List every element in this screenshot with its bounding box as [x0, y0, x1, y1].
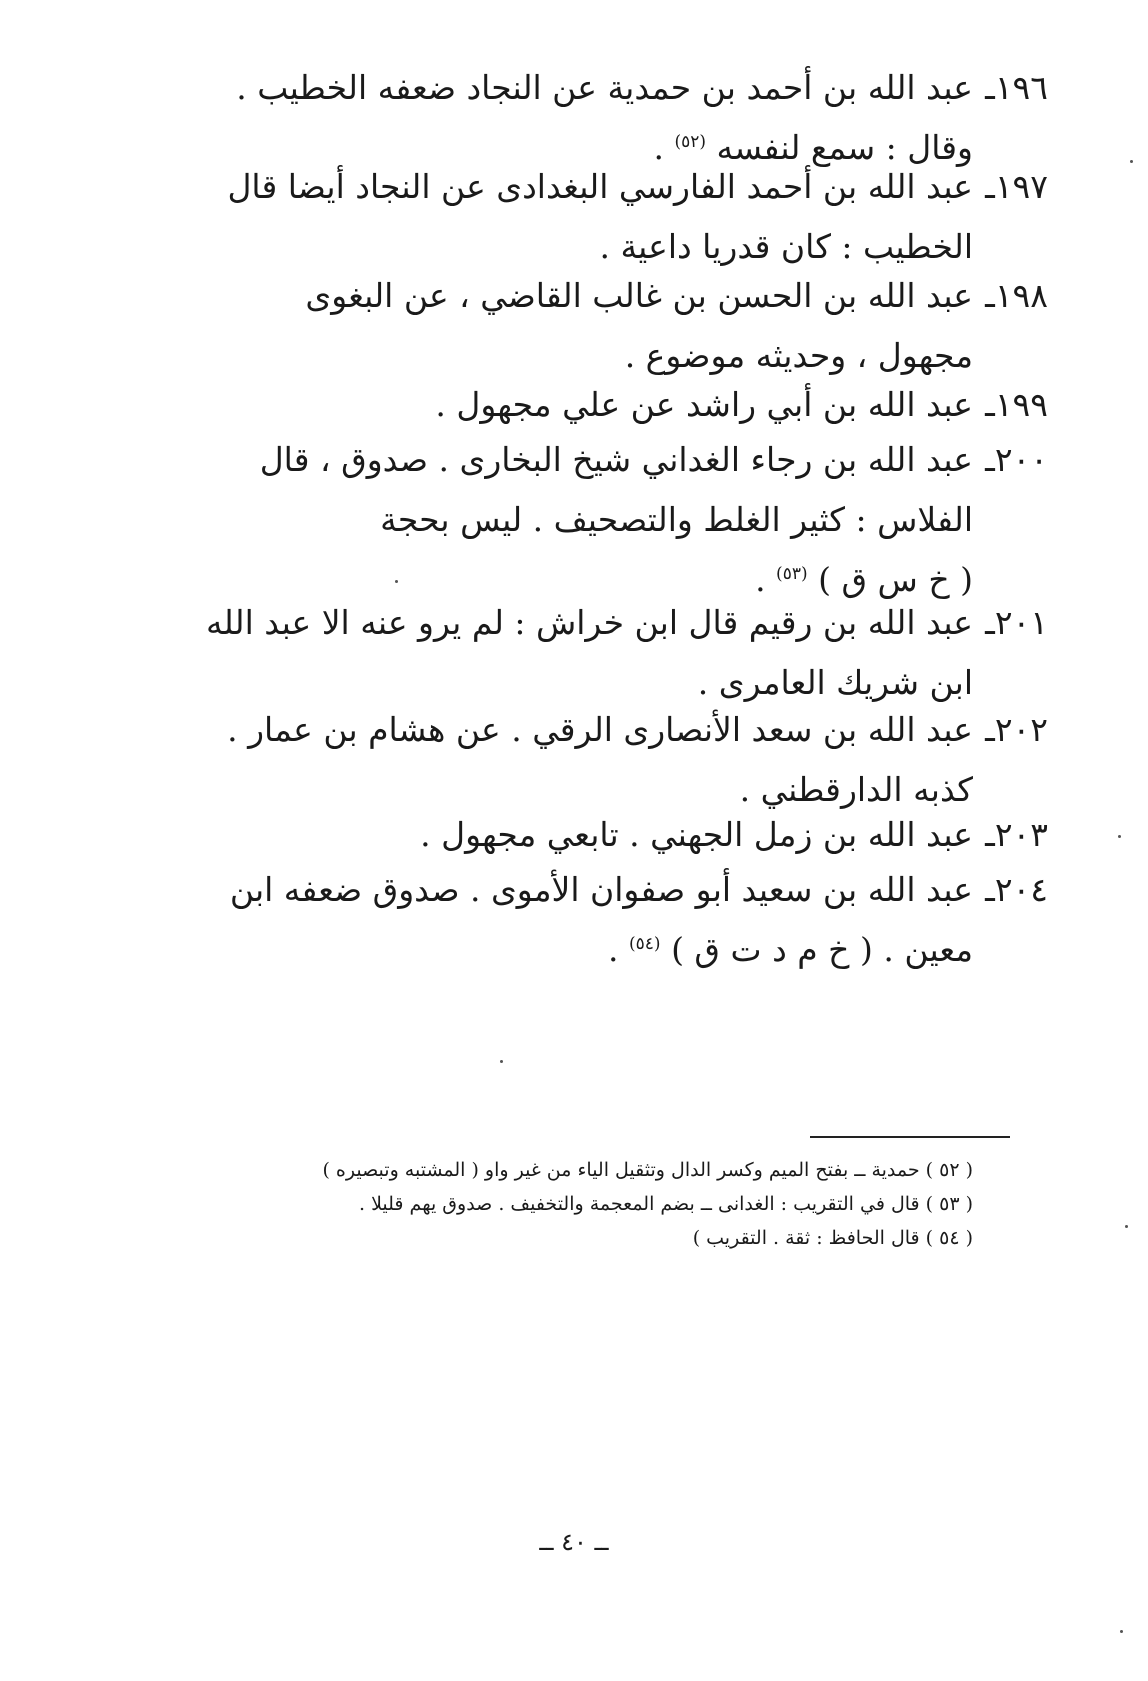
entry-number: ١٩٦ـ [985, 68, 1048, 107]
entry-line: عبد الله بن أبي راشد عن علي مجهول . [435, 385, 973, 424]
entry-line-with-ref: معين . ( خ م د ت ق ) $^{(٥٤)}$ . [608, 930, 973, 969]
footnote-ref[interactable]: (٥٣) [776, 564, 808, 584]
entry-number: ١٩٩ـ [985, 385, 1048, 424]
entry-line: عبد الله بن أحمد بن حمدية عن النجاد ضعفه الخطيب . [236, 68, 973, 107]
entry-line: كذبه الدارقطني . [739, 770, 973, 809]
entry-line: الخطيب : كان قدريا داعية . [599, 227, 973, 266]
entry-number: ٢٠٢ـ [985, 710, 1048, 749]
entry-204 [93, 860, 1048, 980]
entry-198 [93, 266, 1048, 386]
footnote-52: ( ٥٢ ) حمدية ــ بفتح الميم وكسر الدال وتثقيل الياء من غير واو ( المشتبه وتبصيره ) [322, 1159, 973, 1181]
entry-line: مجهول ، وحديثه موضوع . [624, 336, 973, 375]
entry-202 [93, 700, 1048, 820]
entry-line: عبد الله بن رجاء الغداني شيخ البخارى . صدوق ، قال [259, 440, 973, 479]
entry-line-with-ref: ( خ س ق ) $^{(٥٣)}$ . [755, 560, 973, 599]
footnote-separator [810, 1136, 1010, 1138]
entry-203 [93, 805, 1048, 865]
scan-speck [1120, 1630, 1123, 1633]
entry-line: عبد الله بن سعيد أبو صفوان الأموى . صدوق ضعفه ابن [229, 870, 973, 909]
footnote-ref[interactable]: (٥٤) [629, 934, 661, 954]
page-number: ــ ٤٠ ــ [539, 1528, 609, 1556]
entry-197 [93, 157, 1048, 277]
footnote-54: ( ٥٤ ) قال الحافظ : ثقة . التقريب ) [692, 1227, 973, 1249]
entry-line: عبد الله بن رقيم قال ابن خراش : لم يرو عنه الا عبد الله [205, 603, 973, 642]
entry-line: عبد الله بن أحمد الفارسي البغدادى عن النجاد أيضا قال [227, 167, 973, 206]
scan-speck [1118, 835, 1121, 838]
entry-number: ١٩٨ـ [985, 276, 1048, 315]
entry-line: عبد الله بن الحسن بن غالب القاضي ، عن البغوى [305, 276, 973, 315]
entry-199 [93, 375, 1048, 435]
footnote-ref[interactable]: (٥٢) [674, 132, 707, 152]
footnote-53: ( ٥٣ ) قال في التقريب : الغدانى ــ بضم المعجمة والتخفيف . صدوق يهم قليلا . [358, 1193, 973, 1215]
scan-speck [395, 580, 398, 583]
entry-201 [93, 593, 1048, 713]
entry-number: ٢٠٣ـ [985, 815, 1048, 854]
entry-number: ٢٠٤ـ [985, 870, 1048, 909]
entry-line-with-ref: وقال : سمع لنفسه $^{(٥٢)}$ . [653, 128, 973, 167]
entry-200 [93, 430, 1048, 610]
entry-number: ٢٠٠ـ [985, 440, 1048, 479]
scan-speck [500, 1060, 503, 1063]
scan-speck [1130, 160, 1133, 163]
entry-line: عبد الله بن سعد الأنصارى الرقي . عن هشام بن عمار . [227, 710, 973, 749]
entry-line: الفلاس : كثير الغلط والتصحيف . ليس بحجة [380, 500, 973, 539]
entry-number: ١٩٧ـ [985, 167, 1048, 206]
scan-speck [1125, 1225, 1128, 1228]
entry-number: ٢٠١ـ [985, 603, 1048, 642]
entry-line: عبد الله بن زمل الجهني . تابعي مجهول . [420, 815, 973, 854]
entry-line: ابن شريك العامرى . [697, 663, 973, 702]
